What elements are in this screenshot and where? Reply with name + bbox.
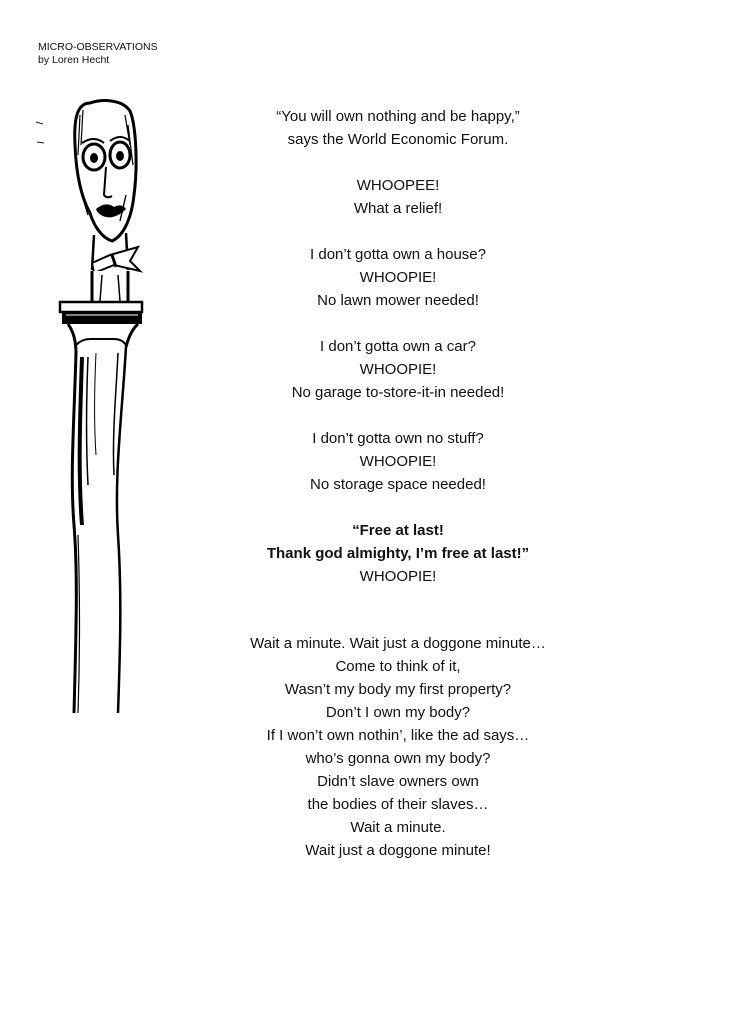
- document-header: [38, 41, 158, 67]
- poem-line: No lawn mower needed!: [317, 292, 479, 309]
- poem-line: Didn’t slave owners own: [317, 773, 479, 790]
- poem-quote-line: “Free at last!: [352, 522, 444, 539]
- poem-line: I don’t gotta own a house?: [310, 246, 486, 263]
- poem-line: No garage to-store-it-in needed!: [291, 384, 505, 401]
- poem-line: What a relief!: [353, 200, 443, 217]
- poem-line: I don’t gotta own a car?: [320, 338, 476, 355]
- poem-line: No storage space needed!: [310, 476, 486, 493]
- long-necked-figure-illustration: [30, 95, 150, 720]
- poem-line: WHOOPIE!: [359, 269, 437, 286]
- poem-line: “You will own nothing and be happy,”: [276, 108, 520, 125]
- poem-line: says the World Economic Forum.: [287, 131, 509, 148]
- poem-line: Wait a minute.: [350, 819, 446, 836]
- poem-line: the bodies of their slaves…: [307, 796, 489, 813]
- poem-line: WHOOPIE!: [359, 453, 437, 470]
- poem-line: If I won’t own nothin’, like the ad says…: [266, 727, 530, 744]
- poem-line: Wait a minute. Wait just a doggone minute…: [250, 635, 546, 652]
- poem-line: WHOOPIE!: [359, 361, 437, 378]
- poem-line: WHOOPEE!: [356, 177, 440, 194]
- poem-quote-line: Thank god almighty, I’m free at last!”: [266, 545, 530, 562]
- poem-line: Wasn’t my body my first property?: [284, 681, 512, 698]
- series-title: MICRO-OBSERVATIONS: [38, 41, 158, 53]
- poem-line: who’s gonna own my body?: [305, 750, 491, 767]
- poem-line: I don’t gotta own no stuff?: [312, 430, 484, 447]
- poem-line: Wait just a doggone minute!: [305, 842, 491, 859]
- poem-line: WHOOPIE!: [359, 568, 437, 585]
- author-byline: by Loren Hecht: [38, 54, 110, 66]
- poem-line: Don’t I own my body?: [325, 704, 471, 721]
- poem-line: Come to think of it,: [335, 658, 461, 675]
- poem-body: [230, 105, 566, 862]
